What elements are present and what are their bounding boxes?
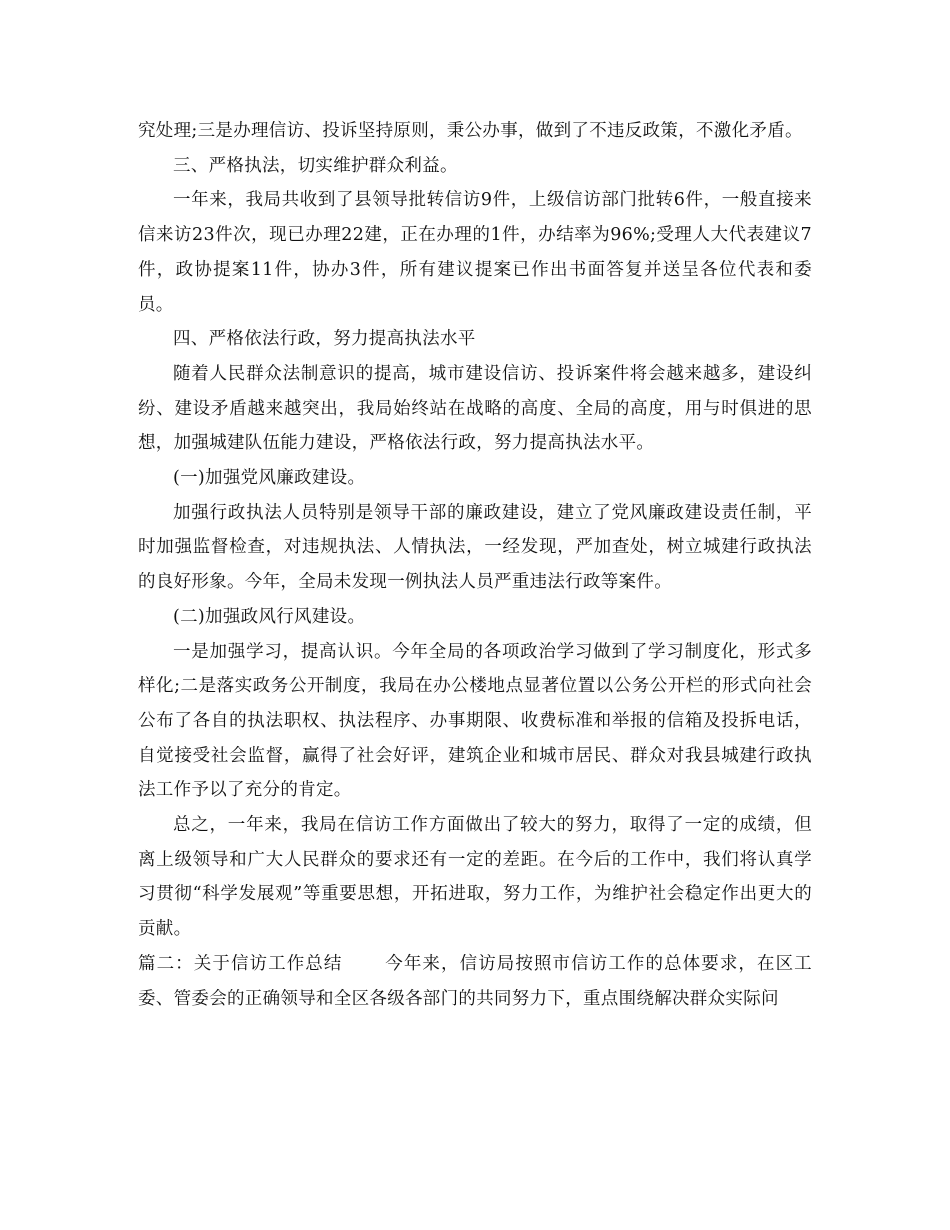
document-page <box>138 114 812 1016</box>
part-two-title: 篇二：关于信访工作总结 <box>138 953 343 974</box>
paragraph: 一年来，我局共收到了县领导批转信访9件，上级信访部门批转6件，一般直接来信来访23件次，现已办理22建，正在办理的1件，办结率为96%;受理人大代表建议7件，政协提案11件，协办3件，所有建议提案已作出书面答复并送呈各位代表和委员。 <box>138 190 812 315</box>
paragraph: 总之，一年来，我局在信访工作方面做出了较大的努力，取得了一定的成绩，但离上级领导和广大人民群众的要求还有一定的差距。在今后的工作中，我们将认真学习贯彻“科学发展观”等重要思想，开拓进取，努力工作，为维护社会稳定作出更大的贡献。 <box>138 815 812 940</box>
paragraph: 一是加强学习，提高认识。今年全局的各项政治学习做到了学习制度化，形式多样化;二是落实政务公开制度，我局在办公楼地点显著位置以公务公开栏的形式向社会公布了各自的执法职权、执法程序、办事期限、收费标准和举报的信箱及投拆电话，自觉接受社会监督，赢得了社会好评，建筑企业和城市居民、群众对我县城建行政执法工作予以了充分的肯定。 <box>138 641 812 801</box>
section-heading: 三、严格执法，切实维护群众利益。 <box>173 155 458 176</box>
subsection-heading: (一)加强党风廉政建设。 <box>173 468 366 489</box>
paragraph: 随着人民群众法制意识的提高，城市建设信访、投诉案件将会越来越多，建设纠纷、建设矛盾越来越突出，我局始终站在战略的高度、全局的高度，用与时俱进的思想，加强城建队伍能力建设，严格依法行政，努力提高执法水平。 <box>138 363 812 454</box>
subsection-heading: (二)加强政风行风建设。 <box>173 606 366 627</box>
part-two-paragraph <box>138 947 812 1016</box>
paragraph: 究处理;三是办理信访、投诉坚持原则，秉公办事，做到了不违反政策，不激化矛盾。 <box>138 121 803 141</box>
part-two-text: 今年来，信访局按照市信访工作的总体要求，在区工委、管委会的正确领导和全区各级各部门的共同努力下，重点围绕解决群众实际问 <box>138 953 812 1009</box>
section-heading: 四、严格依法行政，努力提高执法水平 <box>173 329 476 350</box>
paragraph: 加强行政执法人员特别是领导干部的廉政建设，建立了党风廉政建设责任制，平时加强监督检查，对违规执法、人情执法，一经发现，严加查处，树立城建行政执法的良好形象。今年，全局未发现一例执法人员严重违法行政等案件。 <box>138 502 812 593</box>
